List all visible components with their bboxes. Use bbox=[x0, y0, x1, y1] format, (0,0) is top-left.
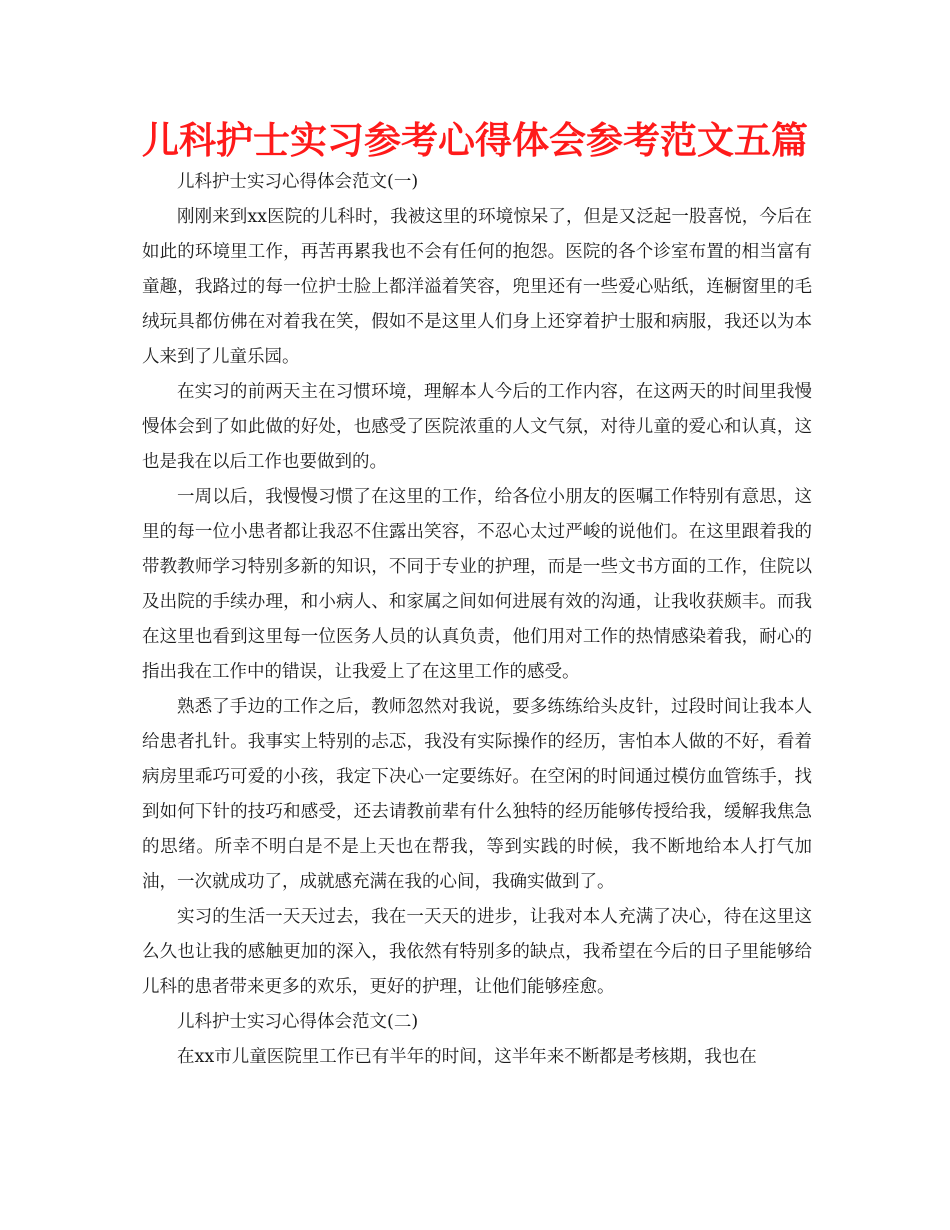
section-heading-2: 儿科护士实习心得体会范文(二) bbox=[177, 1012, 419, 1032]
document-title: 儿科护士实习参考心得体会参考范文五篇 bbox=[142, 119, 808, 162]
section-heading-1: 儿科护士实习心得体会范文(一) bbox=[177, 172, 419, 192]
paragraph: 刚刚来到xx医院的儿科时，我被这里的环境惊呆了，但是又泛起一股喜悦，今后在如此的环境里工作，再苦再累我也不会有任何的抱怨。医院的各个诊室布置的相当富有童趣，我路过的每一位护士脸上都洋溢着笑容，兜里还有一些爱心贴纸，连橱窗里的毛绒玩具都仿佛在对着我在笑，假如不是这里人们身上还穿着护士服和病服，我还以为本人来到了儿童乐园。 bbox=[142, 207, 812, 367]
paragraph: 实习的生活一天天过去，我在一天天的进步，让我对本人充满了决心，待在这里这么久也让我的感触更加的深入，我依然有特别多的缺点，我希望在今后的日子里能够给儿科的患者带来更多的欢乐，更好的护理，让他们能够痊愈。 bbox=[142, 907, 812, 997]
paragraph: 一周以后，我慢慢习惯了在这里的工作，给各位小朋友的医嘱工作特别有意思，这里的每一位小患者都让我忍不住露出笑容，不忍心太过严峻的说他们。在这里跟着我的带教教师学习特别多新的知识，不同于专业的护理，而是一些文书方面的工作，住院以及出院的手续办理，和小病人、和家属之间如何进展有效的沟通，让我收获颇丰。而我在这里也看到这里每一位医务人员的认真负责，他们用对工作的热情感染着我，耐心的指出我在工作中的错误，让我爱上了在这里工作的感受。 bbox=[142, 487, 812, 682]
paragraph: 在xx市儿童医院里工作已有半年的时间，这半年来不断都是考核期，我也在 bbox=[177, 1047, 757, 1067]
document-body bbox=[142, 165, 812, 1075]
paragraph: 在实习的前两天主在习惯环境，理解本人今后的工作内容，在这两天的时间里我慢慢体会到了如此做的好处，也感受了医院浓重的人文气氛，对待儿童的爱心和认真，这也是我在以后工作也要做到的。 bbox=[142, 382, 812, 472]
paragraph: 熟悉了手边的工作之后，教师忽然对我说，要多练练给头皮针，过段时间让我本人给患者扎针。我事实上特别的忐忑，我没有实际操作的经历，害怕本人做的不好，看着病房里乖巧可爱的小孩，我定下决心一定要练好。在空闲的时间通过模仿血管练手，找到如何下针的技巧和感受，还去请教前辈有什么独特的经历能够传授给我，缓解我焦急的思绪。所幸不明白是不是上天也在帮我，等到实践的时候，我不断地给本人打气加油，一次就成功了，成就感充满在我的心间，我确实做到了。 bbox=[142, 697, 812, 892]
